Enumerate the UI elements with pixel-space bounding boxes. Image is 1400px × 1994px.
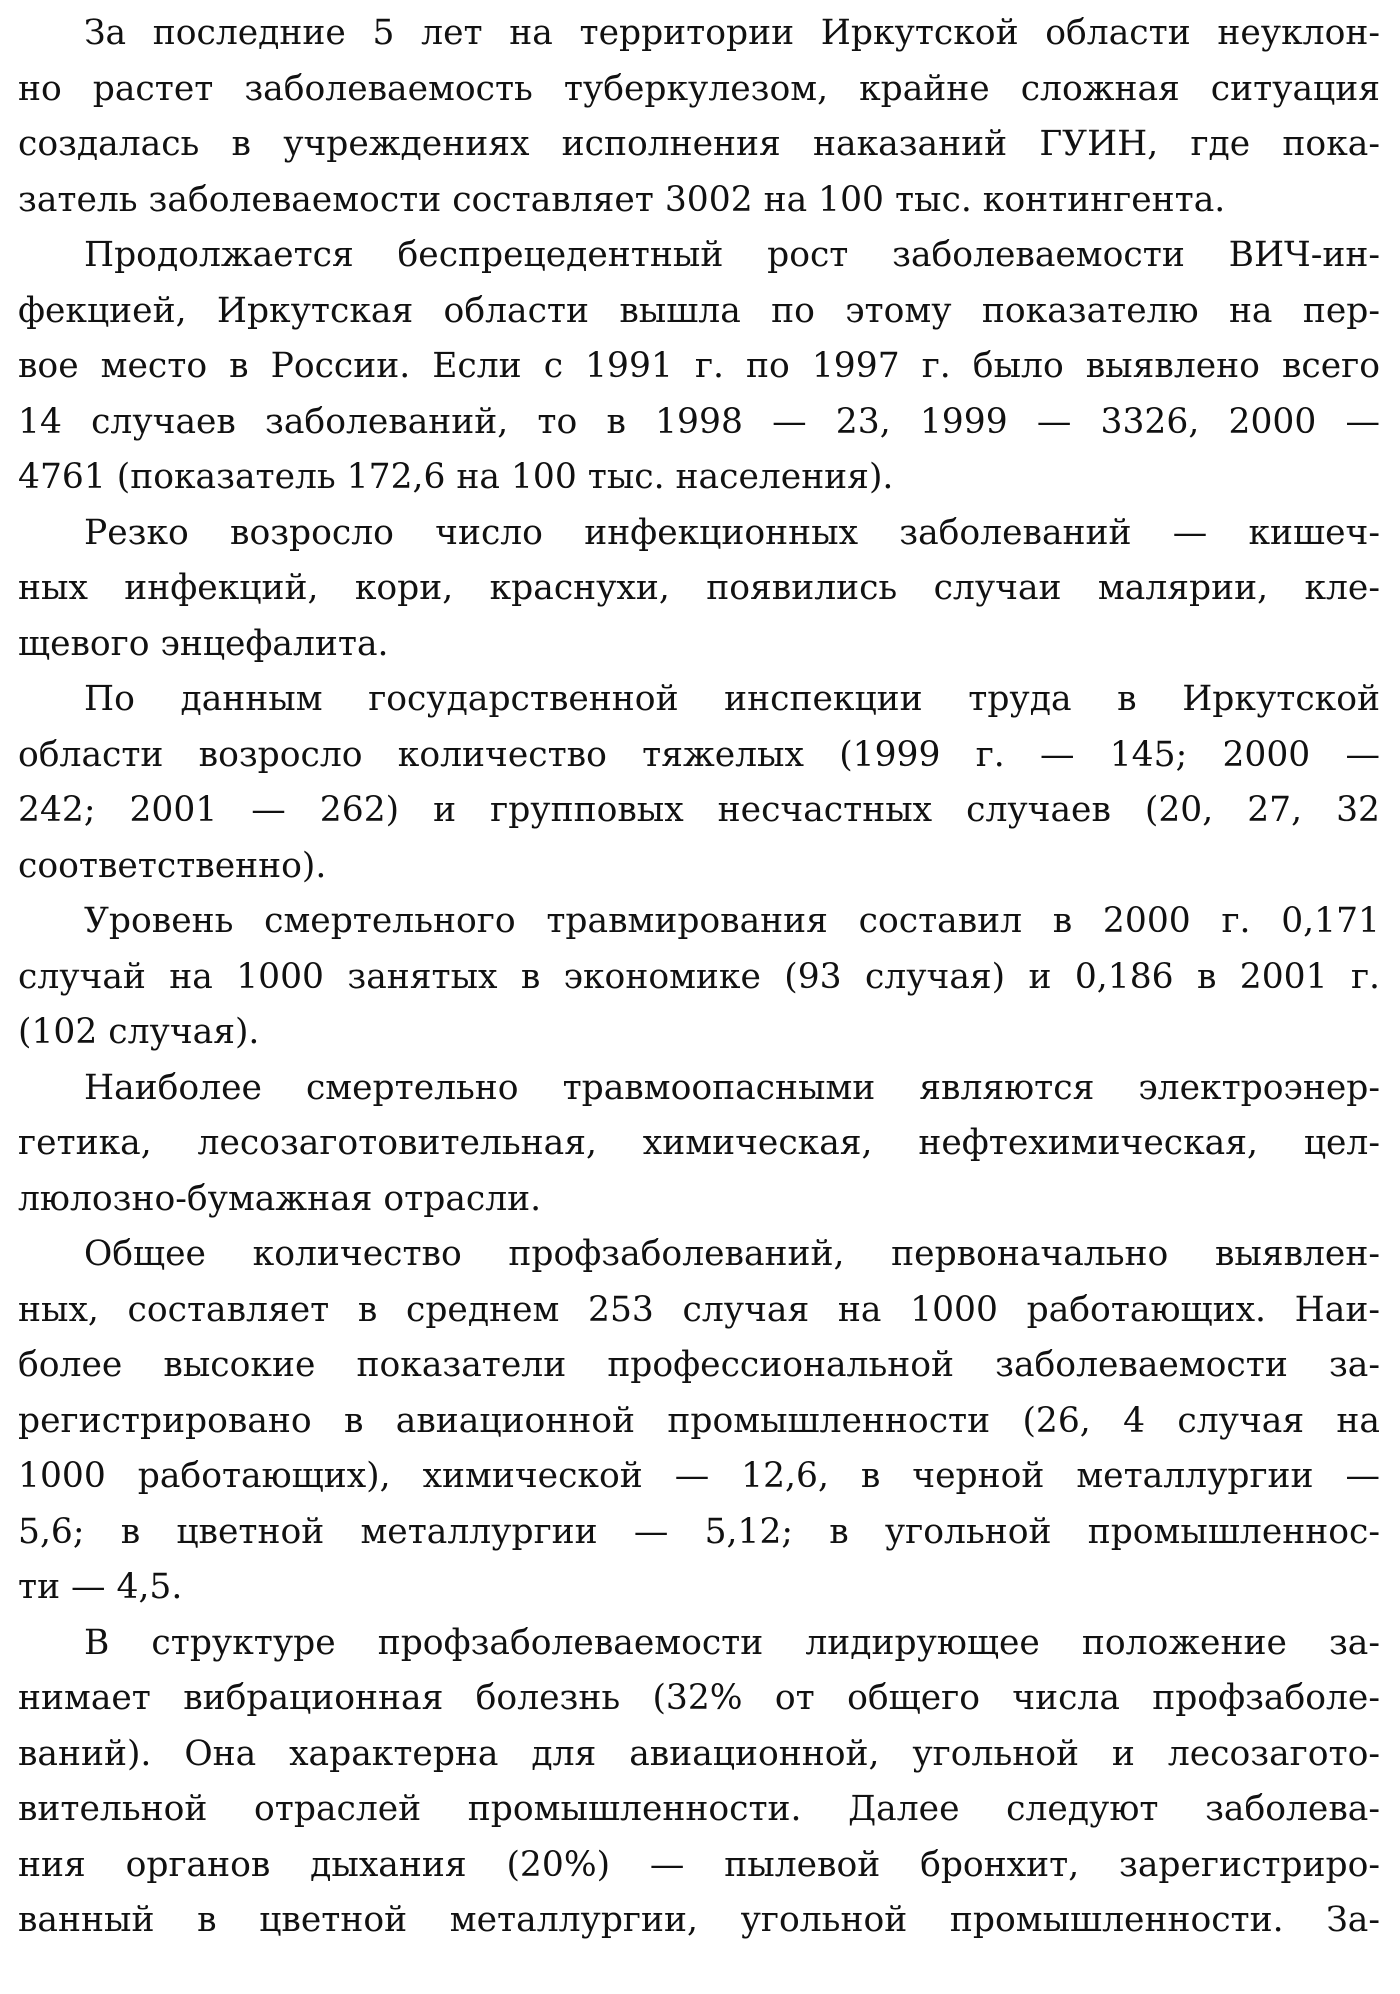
paragraph	[18, 894, 1380, 1061]
text-line: 5,6; в цветной металлургии — 5,12; в угольной промышленнос-	[18, 1511, 1380, 1552]
text-line: более высокие показатели профессиональной заболеваемости за-	[18, 1345, 1380, 1385]
text-line: нимает вибрационная болезнь (32% от общего числа профзаболе-	[18, 1678, 1380, 1718]
text-line: По данным государственной инспекции труда в Иркутской	[84, 679, 1380, 719]
text-line: (102 случая).	[18, 1012, 260, 1052]
paragraph	[18, 506, 1380, 673]
text-line: 1000 работающих), химической — 12,6, в черной металлургии —	[18, 1456, 1380, 1496]
text-line: 14 случаев заболеваний, то в 1998 — 23, 1999 — 3326, 2000 —	[18, 401, 1380, 442]
text-line: ных инфекций, кори, краснухи, появились случаи малярии, кле-	[18, 568, 1380, 608]
text-line: Общее количество профзаболеваний, первоначально выявлен-	[84, 1234, 1380, 1274]
text-line: создалась в учреждениях исполнения наказаний ГУИН, где пока-	[18, 124, 1380, 164]
text-line: затель заболеваемости составляет 3002 на 100 тыс. контингента.	[18, 179, 1226, 220]
paragraph	[18, 1227, 1380, 1616]
text-line: фекцией, Иркутская области вышла по этому показателю на пер-	[18, 290, 1380, 331]
paragraph	[18, 1061, 1380, 1228]
text-line: области возросло количество тяжелых (1999 г. — 145; 2000 —	[18, 734, 1380, 775]
text-line: Резко возросло число инфекционных заболеваний — кишеч-	[84, 512, 1380, 553]
paragraph	[18, 672, 1380, 894]
text-line: люлозно-бумажная отрасли.	[18, 1178, 542, 1219]
text-line: ных, составляет в среднем 253 случая на 1000 работающих. Наи-	[18, 1289, 1380, 1330]
text-line: Наиболее смертельно травмоопасными являются электроэнер-	[84, 1067, 1380, 1108]
text-line: За последние 5 лет на территории Иркутской области неуклон-	[84, 13, 1380, 53]
text-line: регистрировано в авиационной промышленности (26, 4 случая на	[18, 1400, 1380, 1441]
text-line: ния органов дыхания (20%) — пылевой бронхит, зарегистриро-	[18, 1844, 1380, 1885]
text-line: ванный в цветной металлургии, угольной промышленности. За-	[18, 1900, 1380, 1940]
text-line: Уровень смертельного травмирования составил в 2000 г. 0,171	[84, 901, 1380, 941]
paragraph	[18, 228, 1380, 506]
paragraph	[18, 1616, 1380, 1949]
text-line: ти — 4,5.	[18, 1567, 183, 1607]
text-line: гетика, лесозаготовительная, химическая, нефтехимическая, цел-	[18, 1123, 1380, 1163]
text-line: но растет заболеваемость туберкулезом, крайне сложная ситуация	[18, 68, 1380, 109]
paragraph	[18, 6, 1380, 228]
text-line: соответственно).	[18, 845, 327, 886]
text-line: 4761 (показатель 172,6 на 100 тыс. населения).	[18, 457, 894, 497]
text-line: случай на 1000 занятых в экономике (93 случая) и 0,186 в 2001 г.	[18, 956, 1380, 997]
text-line: щевого энцефалита.	[18, 623, 389, 664]
text-line: вительной отраслей промышленности. Далее следуют заболева-	[18, 1789, 1380, 1829]
text-line: В структуре профзаболеваемости лидирующее положение за-	[84, 1622, 1380, 1663]
text-line: Продолжается беспрецедентный рост заболеваемости ВИЧ-ин-	[84, 235, 1380, 275]
text-line: 242; 2001 — 262) и групповых несчастных случаев (20, 27, 32	[18, 790, 1380, 830]
text-line: вое место в России. Если с 1991 г. по 1997 г. было выявлено всего	[18, 346, 1380, 386]
text-line: ваний). Она характерна для авиационной, угольной и лесозагото-	[18, 1733, 1380, 1774]
